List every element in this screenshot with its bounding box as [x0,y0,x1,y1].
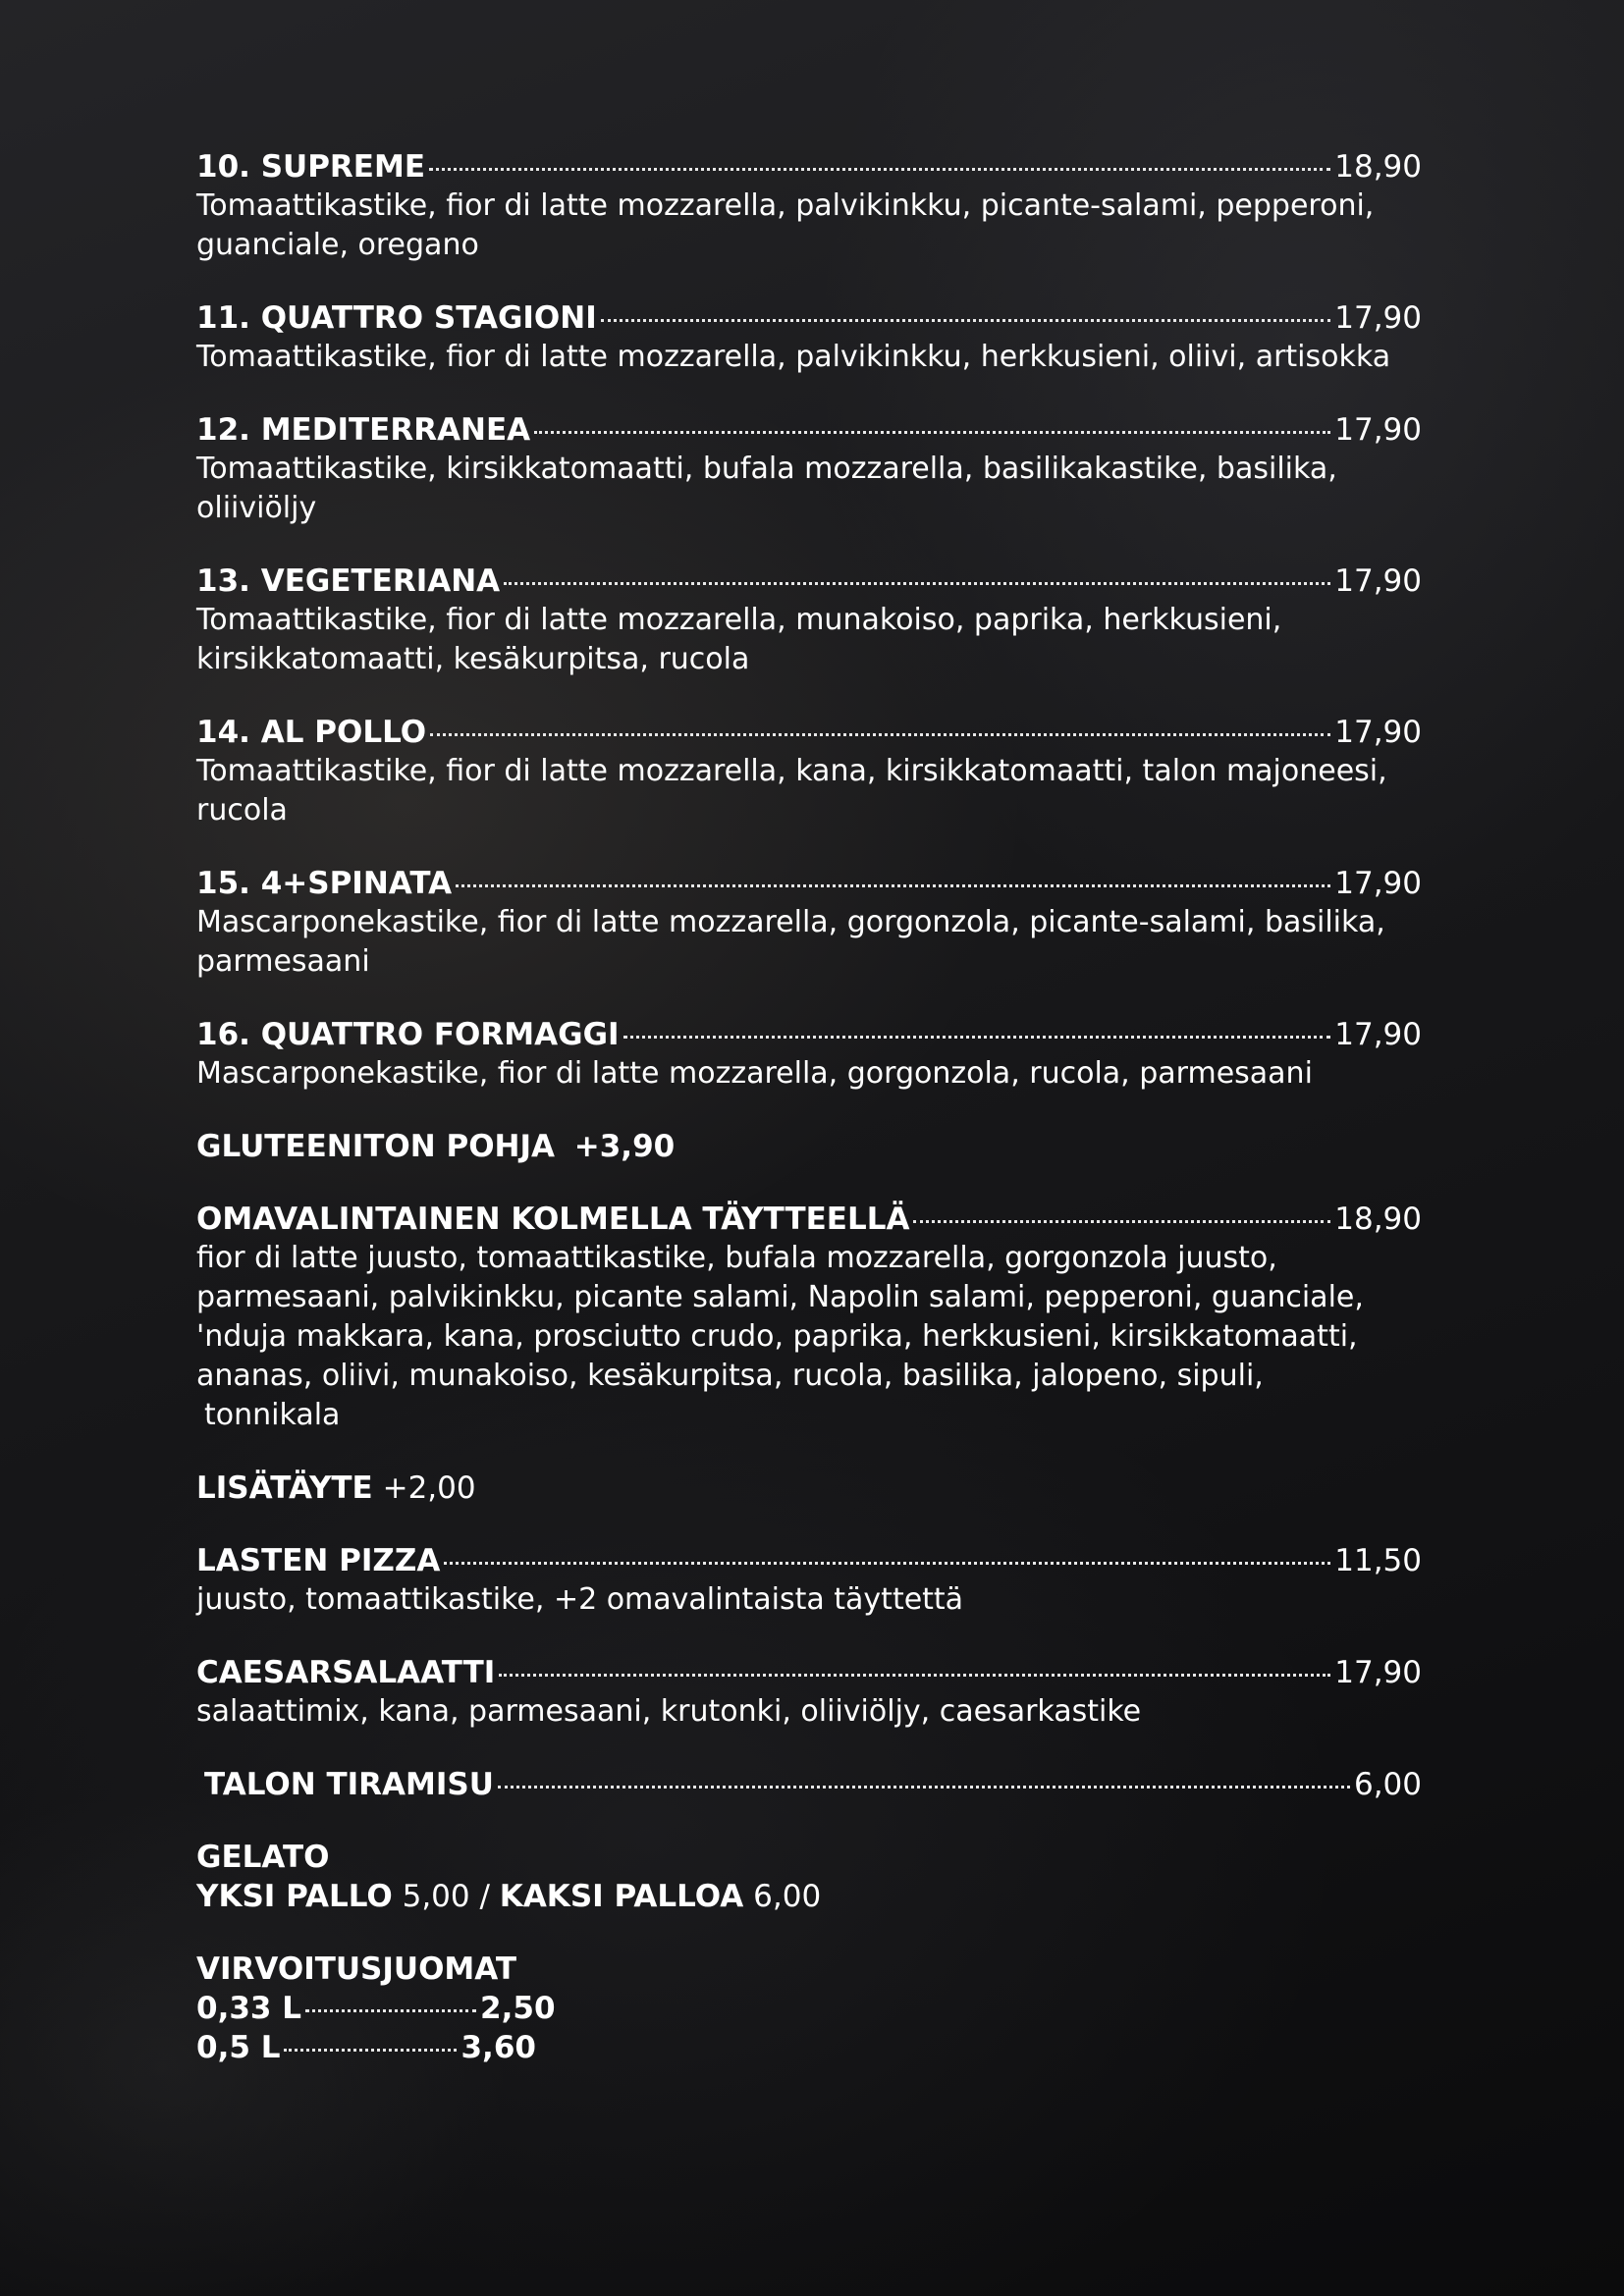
item-description: Tomaattikastike, fior di latte mozzarella, palvikinkku, picante-salami, pepperoni, [196,188,1375,223]
gelato [196,1838,1422,1916]
gluten-free-price: +3,90 [573,1129,676,1164]
dot-leader [499,1674,1330,1677]
item-description: Mascarponekastike, fior di latte mozzarella, gorgonzola, picante-salami, basilika, [196,905,1385,939]
item-description: kirsikkatomaatti, kesäkurpitsa, rucola [196,642,750,676]
menu-item [196,561,1422,679]
item-name: CAESARSALAATTI [196,1655,496,1690]
item-name: TALON TIRAMISU [204,1767,494,1802]
dot-leader [534,431,1330,434]
drink-size: 0,33 L [196,1991,302,2026]
dot-leader [913,1220,1330,1223]
item-description: Tomaattikastike, fior di latte mozzarella, munakoiso, paprika, herkkusieni, [196,603,1282,637]
dot-leader [498,1786,1350,1789]
item-name: 16. QUATTRO FORMAGGI [196,1017,620,1052]
drink-size-row [196,1989,1422,2028]
item-price: 11,50 [1334,1543,1422,1578]
item-price: 17,90 [1334,866,1422,901]
tiramisu [196,1765,1422,1804]
gelato-one-price: 5,00 / [402,1879,490,1914]
item-price: 17,90 [1334,412,1422,448]
item-description: parmesaani, palvikinkku, picante salami, Napolin salami, pepperoni, guanciale, [196,1280,1364,1314]
item-price: 18,90 [1334,1201,1422,1237]
drink-size-row [196,2028,1422,2067]
item-price: 18,90 [1334,149,1422,185]
item-price: 17,90 [1334,563,1422,599]
gluten-free-label: GLUTEENITON POHJA [196,1129,556,1164]
custom-pizza [196,1200,1422,1435]
drink-price: 2,50 [480,1991,556,2026]
item-name: 13. VEGETERIANA [196,563,501,599]
gelato-two-price: 6,00 [753,1879,822,1914]
item-name: 10. SUPREME [196,149,425,185]
item-description: Mascarponekastike, fior di latte mozzarella, gorgonzola, rucola, parmesaani [196,1056,1313,1091]
menu-item [196,1015,1422,1094]
item-description: oliiviöljy [196,491,317,525]
item-description: parmesaani [196,944,370,979]
drinks-title: VIRVOITUSJUOMAT [196,1951,517,1987]
item-description: rucola [196,793,288,828]
gelato-one-label: YKSI PALLO [196,1879,393,1914]
item-description: tonnikala [204,1398,341,1432]
soft-drinks [196,1949,1422,2067]
extra-topping [196,1468,1422,1508]
menu [196,147,1422,2101]
item-name: 11. QUATTRO STAGIONI [196,300,597,336]
item-name: 14. AL POLLO [196,715,427,750]
menu-item [196,410,1422,528]
gluten-free-option [196,1127,1422,1166]
menu-item [196,864,1422,982]
dot-leader [305,2009,476,2012]
item-description: Tomaattikastike, fior di latte mozzarella, kana, kirsikkatomaatti, talon majoneesi, [196,754,1387,788]
item-description: guanciale, oregano [196,228,479,262]
drink-size: 0,5 L [196,2030,281,2065]
dot-leader [444,1562,1330,1565]
menu-item [196,147,1422,265]
gelato-prices [196,1877,1422,1916]
item-description: Tomaattikastike, fior di latte mozzarella, palvikinkku, herkkusieni, oliivi, artisokka [196,340,1391,374]
dot-leader [504,582,1330,585]
item-description: 'nduja makkara, kana, prosciutto crudo, paprika, herkkusieni, kirsikkatomaatti, [196,1319,1358,1354]
item-price: 17,90 [1334,1655,1422,1690]
gelato-title: GELATO [196,1840,330,1875]
dot-leader [429,168,1330,171]
dot-leader [623,1036,1331,1039]
extra-topping-label: LISÄTÄYTE [196,1470,373,1506]
menu-item [196,298,1422,377]
menu-item [196,713,1422,830]
item-description: salaattimix, kana, parmesaani, krutonki, oliiviöljy, caesarkastike [196,1694,1142,1729]
item-name: OMAVALINTAINEN KOLMELLA TÄYTTEELLÄ [196,1201,910,1237]
item-price: 17,90 [1334,715,1422,750]
item-price: 17,90 [1334,300,1422,336]
item-description: Tomaattikastike, kirsikkatomaatti, bufala mozzarella, basilikakastike, basilika, [196,452,1337,486]
item-price: 6,00 [1353,1767,1422,1802]
item-description: ananas, oliivi, munakoiso, kesäkurpitsa, rucola, basilika, jalopeno, sipuli, [196,1359,1264,1393]
dot-leader [284,2049,457,2052]
caesar-salad [196,1653,1422,1732]
item-price: 17,90 [1334,1017,1422,1052]
item-name: 12. MEDITERRANEA [196,412,531,448]
dot-leader [430,733,1330,736]
item-name: 15. 4+SPINATA [196,866,453,901]
kids-pizza [196,1541,1422,1620]
gelato-two-label: KAKSI PALLOA [499,1879,744,1914]
drink-price: 3,60 [460,2030,536,2065]
dot-leader [601,319,1330,322]
item-description: fior di latte juusto, tomaattikastike, bufala mozzarella, gorgonzola juusto, [196,1241,1277,1275]
item-name: LASTEN PIZZA [196,1543,441,1578]
extra-topping-price: +2,00 [382,1470,476,1506]
dot-leader [456,884,1330,887]
item-description: juusto, tomaattikastike, +2 omavalintaista täyttettä [196,1582,964,1617]
